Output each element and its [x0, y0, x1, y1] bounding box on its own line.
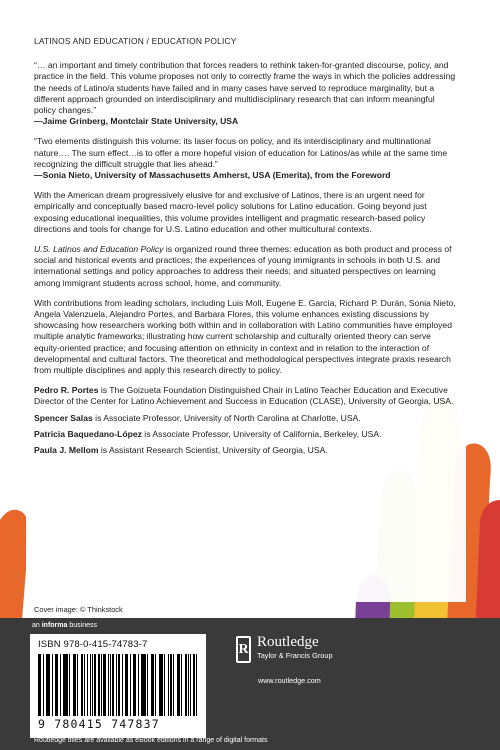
barcode-bar — [47, 654, 49, 716]
barcode-bar — [69, 654, 70, 716]
cover-image-credit: Cover image: © Thinkstock — [34, 605, 123, 614]
editor-bio — [34, 429, 458, 440]
publisher-group: Taylor & Francis Group — [257, 651, 333, 660]
barcode-bar — [170, 654, 172, 716]
barcode-box — [30, 634, 206, 738]
back-cover-text-panel — [26, 24, 466, 602]
barcode-bars — [38, 654, 198, 716]
barcode-bar — [101, 654, 102, 716]
barcode-bar — [112, 654, 114, 716]
barcode-bar — [155, 654, 156, 716]
barcode-bar — [118, 654, 120, 716]
barcode-bar — [52, 654, 53, 716]
informa-suffix: business — [67, 622, 97, 629]
barcode-bar — [84, 654, 86, 716]
description-paragraph: With the American dream progressively elusive for and exclusive of Latinos, there is an urgent need for empirically and conceptually based macro-level policy solutions for Latino education. Going beyond just exposing educational inequalities, this volume provides intelligent and pragmatic research-based policy directions and tools for change for U.S. Latino education and other multicultural contexts. — [34, 190, 427, 234]
quote-text: “… an important and timely contribution that forces readers to rethink taken-for-granted discourse, policy, and practice in the field. This volume proposes not only to correctly frame the ways in which the policies addressing the needs of Latino/a students have failed and in many cases have served to reproduce marginality, but a different approach grounded on interdisciplinary and multidisciplinary research that can inform meaningful policy changes.” — [34, 60, 456, 116]
routledge-r-icon: R — [236, 636, 251, 663]
barcode-bar — [126, 654, 128, 716]
editor-affiliation: is The Goizueta Foundation Distinguished Chair in Latino Teacher Education and Executive Director of the Center for Latino Achievement and Success in Education (CLASE), University of Georgia, USA. — [34, 385, 454, 407]
review-quote — [34, 136, 458, 181]
barcode-bar — [152, 654, 154, 716]
publisher-logo — [236, 634, 333, 663]
editor-name: Pedro R. Portes — [34, 385, 99, 396]
barcode-bar — [39, 654, 41, 716]
quote-attribution: —Jaime Grinberg, Montclair State University, USA — [34, 116, 239, 127]
barcode-bar — [94, 654, 96, 716]
quote-text: “Two elements distinguish this volume: its laser focus on policy, and its interdisciplinary and multinational nature…. The sum effect…is to offer a more hopeful vision of education for Latinos/as while at the same time recognizing the difficult struggle that lies ahead.” — [34, 136, 448, 169]
description-text: is organized round three themes: education as both product and process of social and historical events and practices; the experiences of young immigrants in schools in both U.S. and international settings and policy approaches to address their needs; and situated perspectives on learning among immigrant students across school, home, and community. — [34, 244, 452, 288]
barcode-bar — [181, 654, 182, 716]
editor-affiliation: is Associate Professor, University of North Carolina at Charlotte, USA. — [92, 412, 361, 423]
barcode-bar — [77, 654, 78, 716]
review-quote — [34, 60, 458, 127]
barcode-bar — [160, 654, 162, 716]
editor-name: Patricia Baquedano-López — [34, 428, 142, 439]
book-title: U.S. Latinos and Education Policy — [34, 244, 164, 255]
barcode-bar — [147, 654, 148, 716]
barcode-bar — [188, 654, 189, 716]
barcode-bar — [65, 654, 67, 716]
informa-word: informa — [41, 622, 68, 629]
barcode-bar — [138, 654, 139, 716]
barcode-bar — [135, 654, 136, 716]
ebook-note: Routledge titles are available as eBook editions in a range of digital formats — [34, 737, 268, 744]
informa-business-label — [32, 622, 97, 629]
barcode-bar — [43, 654, 44, 716]
barcode-bar — [122, 654, 123, 716]
barcode-bar — [110, 654, 111, 716]
barcode-bar — [103, 654, 105, 716]
barcode-bar — [173, 654, 174, 716]
barcode-bar — [178, 654, 180, 716]
editor-bio — [34, 385, 458, 407]
hand-shape — [0, 510, 29, 620]
barcode-bar — [144, 654, 146, 716]
barcode-bar — [196, 654, 197, 716]
editor-affiliation: is Assistant Research Scientist, University of Georgia, USA. — [98, 445, 328, 456]
description-paragraph: With contributions from leading scholars, including Luis Moll, Eugene E. García, Richard P. Durán, Sonia Nieto, Angela Valenzuela, Alejandro Portes, and Barbara Flores, this volume enhances existing discussions by showcasing how researchers working both within and in collaboration with Latino communities have employed multiple analytic frameworks; illustrating how current scholarship and culturally oriented theory can serve equity-oriented practice; and focusing attention on ethnicity in context and in relation to the interaction of developmental and cultural factors. The theoretical and methodological perspectives integrate praxis research from multiple disciplines and apply this research directly to policy. — [34, 297, 456, 376]
barcode-bar — [190, 654, 191, 716]
isbn-line: ISBN 978-0-415-74783-7 — [38, 639, 148, 650]
editor-name: Paula J. Mellom — [34, 445, 99, 456]
barcode-number: 9 780415 747837 — [38, 717, 160, 731]
editor-name: Spencer Salas — [34, 412, 93, 423]
editor-bio — [34, 445, 458, 456]
informa-prefix: an — [32, 622, 42, 629]
publisher-url[interactable]: www.routledge.com — [258, 676, 321, 685]
barcode-bar — [164, 654, 165, 716]
quote-attribution: —Sonia Nieto, University of Massachusetts Amherst, USA (Emerita), from the Foreword — [34, 170, 391, 181]
barcode-bar — [60, 654, 61, 716]
barcode-bar — [92, 654, 93, 716]
barcode-bar — [74, 654, 76, 716]
barcode-bar — [130, 654, 131, 716]
editor-bio — [34, 413, 458, 424]
description-paragraph — [34, 244, 458, 289]
series-line: LATINOS AND EDUCATION / EDUCATION POLICY — [34, 36, 237, 46]
barcode-bar — [87, 654, 88, 716]
barcode-bar — [57, 654, 58, 716]
editor-affiliation: is Associate Professor, University of California, Berkeley, USA. — [141, 428, 382, 439]
publisher-name: Routledge — [257, 634, 319, 650]
